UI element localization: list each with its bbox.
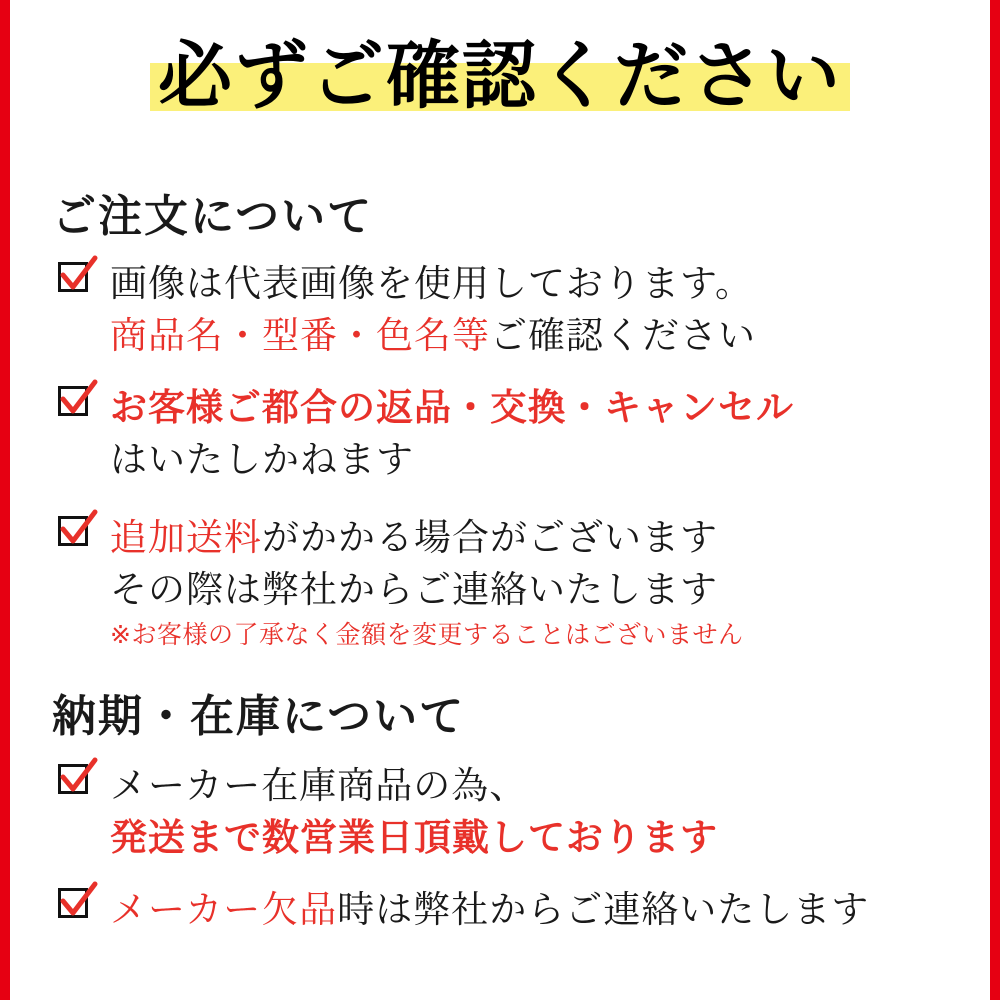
page-title bbox=[150, 33, 850, 119]
list-item-line: 発送まで数営業日頂戴しております bbox=[110, 816, 718, 859]
emphasis-text: 商品名・型番・色名等 bbox=[110, 314, 490, 357]
list-item-lines bbox=[110, 884, 958, 936]
list-item-line: はいたしかねます bbox=[110, 438, 414, 481]
list-item bbox=[58, 760, 958, 864]
list-item bbox=[58, 512, 958, 654]
page-title-wrap bbox=[10, 33, 990, 119]
notice-content bbox=[10, 0, 990, 1000]
list-item-line bbox=[110, 310, 958, 362]
list-item-line: お客様ご都合の返品・交換・キャンセル bbox=[110, 386, 794, 429]
list-item bbox=[58, 258, 958, 362]
list-item-line: 画像は代表画像を使用しております。 bbox=[110, 262, 754, 305]
checked-checkbox-icon bbox=[58, 262, 94, 298]
list-item-line-suffix: 時は弊社からご連絡いたします bbox=[337, 888, 870, 931]
list-item-lines bbox=[110, 382, 958, 486]
list-item-line: メーカー在庫商品の為、 bbox=[110, 764, 528, 807]
list-item-line-suffix: ご確認ください bbox=[490, 314, 756, 357]
list-item bbox=[58, 884, 958, 936]
checked-checkbox-icon bbox=[58, 888, 94, 924]
list-item-lines bbox=[110, 258, 958, 362]
list-item bbox=[58, 382, 958, 486]
checked-checkbox-icon bbox=[58, 764, 94, 800]
list-item-line bbox=[110, 884, 958, 936]
section-heading-orders: ご注文について bbox=[52, 191, 374, 242]
list-item-line bbox=[110, 512, 958, 564]
emphasis-text: メーカー欠品 bbox=[110, 888, 338, 931]
section-heading-delivery: 納期・在庫について bbox=[52, 691, 466, 742]
list-item-note: ※お客様の了承なく金額を変更することはございません bbox=[110, 620, 744, 649]
list-item-line: その際は弊社からご連絡いたします bbox=[110, 568, 718, 611]
emphasis-text: 追加送料 bbox=[110, 516, 262, 559]
list-item-line-suffix: がかかる場合がございます bbox=[262, 516, 718, 559]
checked-checkbox-icon bbox=[58, 386, 94, 422]
list-item-lines bbox=[110, 512, 958, 616]
checked-checkbox-icon bbox=[58, 516, 94, 552]
list-item-lines bbox=[110, 760, 958, 864]
page-title-text: 必ずご確認ください bbox=[158, 33, 842, 119]
